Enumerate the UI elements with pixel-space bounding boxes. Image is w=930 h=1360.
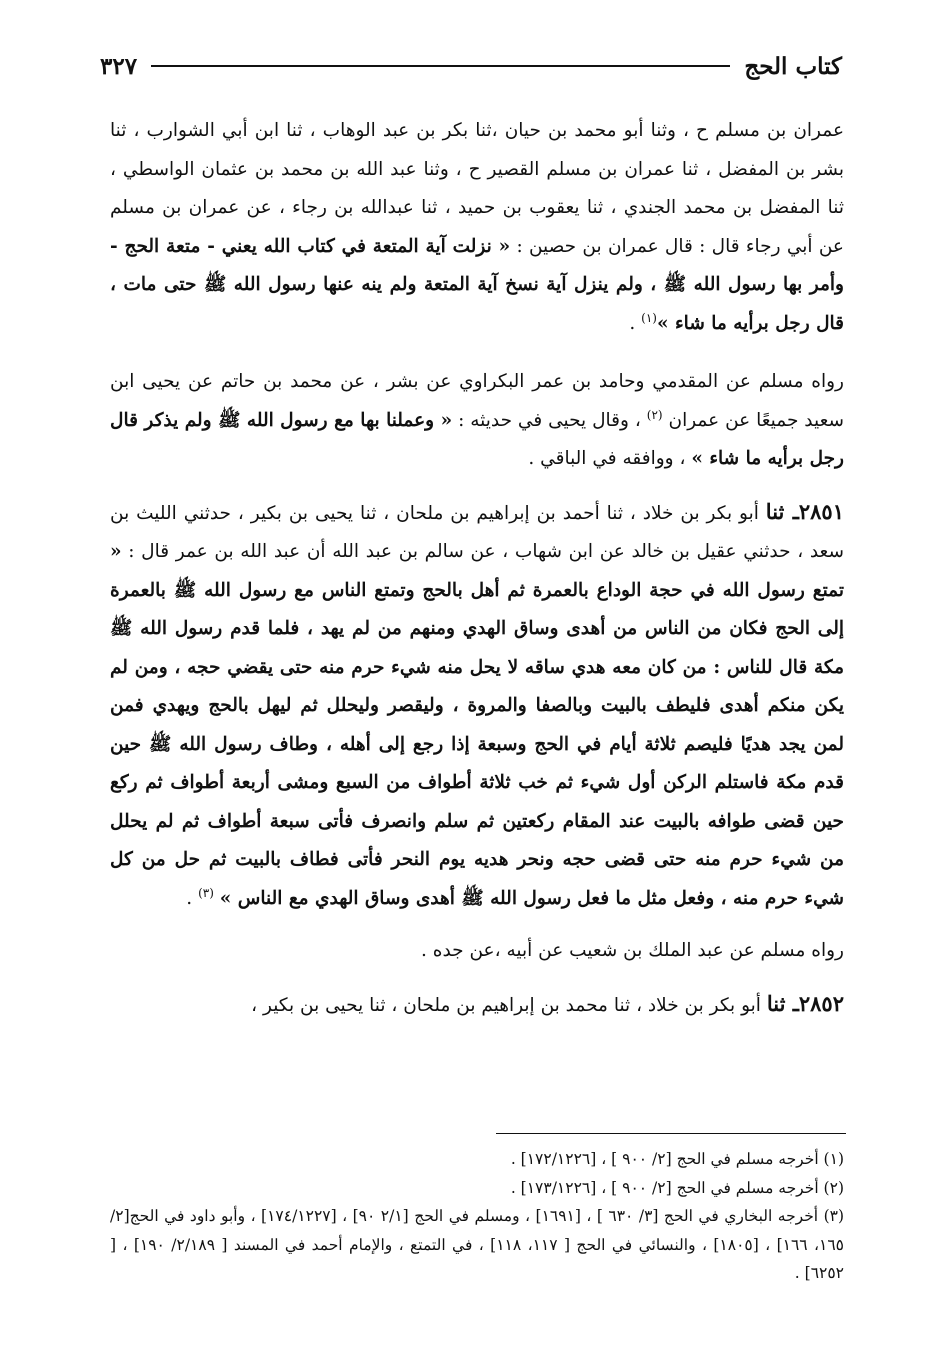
riwaya-text-b: ، وقال يحيى في حديثه : <box>458 409 641 431</box>
footnotes <box>110 1145 844 1288</box>
hadith-number: ٢٨٥٢ـ ثنا <box>766 990 844 1016</box>
footnote-ref: (١) <box>641 310 657 325</box>
page-number: ٣٢٧ <box>100 52 138 80</box>
spacer <box>110 343 844 363</box>
footnote-1: (١) أخرجه مسلم في الحج [٢/ ٩٠٠ ] ، [١٧٢/١٢٢٦] . <box>510 1150 844 1168</box>
paragraph-isnad <box>110 112 844 343</box>
page-header <box>100 48 842 84</box>
hadith-2851 <box>110 493 844 919</box>
sentence-end: . <box>186 887 193 909</box>
hadith-2852 <box>110 985 844 1026</box>
paragraph-riwaya <box>110 363 844 479</box>
footnote-3: (٣) أخرجه البخاري في الحج [٣/ ٦٣٠ ] ، [١٦٩١] ، ومسلم في الحج [٢/١ ٩٠] ، [١٧٤/١٢٢٧] ، وأبو داود في الحج[٢/ ١٦٥، ١٦٦] ، [١٨٠٥] ، والنسائي في الحج [ ١١٧، ١١٨] ، في التمتع ، والإمام أحمد في المسند [ ٢/١٨٩/ ١٩٠] ، [ ٦٢٥٢] . <box>110 1207 845 1282</box>
hadith-number: ٢٨٥١ـ ثنا <box>765 498 844 524</box>
footnote-divider <box>496 1133 846 1134</box>
header-rule <box>151 65 730 67</box>
main-text <box>110 112 844 1025</box>
hadith-quote: « تمتع رسول الله في حجة الوداع بالعمرة ثم أهل بالحج وتمتع الناس مع رسول الله ﷺ بالعمرة إلى الحج فكان من الناس من أهدى وساق الهدي ومنهم من لم يهد ، فلما قدم رسول الله ﷺ مكة قال للناس : من كان معه هدي ساقه لا يحل منه شيء حرم منه حتى يقضي حجه ، ومن لم يكن منكم أهدى فليطف بالبيت وبالصفا والمروة ، وليقصر وليحلل ثم ليهل بالحج ويهدي فمن لمن يجد هديًا فليصم ثلاثة أيام في الحج وسبعة إذا رجع إلى أهله ، وطاف رسول الله ﷺ حين قدم مكة فاستلم الركن أول شيء ثم خب ثلاثة أطواف من السبع ومشى أربعة أطواف ثم ركع حين قضى طوافه بالبيت عند المقام ركعتين ثم سلم وانصرف فأتى سبعة أطواف ثم لم يحلل من شيء حرم منه حتى قضى حجه ونحر هديه يوم النحر فأتى فطاف بالبيت ثم حل من كل شيء حرم منه ، وفعل مثل ما فعل رسول الله ﷺ أهدى وساق الهدي مع الناس » <box>110 541 844 909</box>
riwaya-text: رواه مسلم عن المقدمي وحامد بن عمر البكراوي عن بشر ، عن محمد بن حاتم عن يحيى ابن سعيد جميعًا عن عمران <box>110 371 845 431</box>
footnote-ref: (٢) <box>646 407 663 422</box>
spacer <box>110 918 844 932</box>
paragraph-riwaya-2 <box>110 932 844 971</box>
footnote-2: (٢) أخرجه مسلم في الحج [٢/ ٩٠٠ ] ، [١٧٣/١٢٢٦] . <box>510 1178 844 1197</box>
spacer <box>110 479 844 493</box>
book-title: كتاب الحج <box>744 52 842 80</box>
isnad-text: أبو بكر بن خلاد ، ثنا محمد بن إبراهيم بن ملحان ، ثنا يحيى بن بكير ، <box>251 994 761 1016</box>
isnad-text: أبو بكر بن خلاد ، ثنا أحمد بن إبراهيم بن ملحان ، ثنا يحيى بن بكير ، حدثني الليث بن سعد ، حدثني عقيل بن خالد عن ابن شهاب ، عن سالم بن عبد الله أن عبد الله بن عمر قال : <box>110 502 844 562</box>
hadith-quote: « وعملنا بها مع رسول الله ﷺ ولم يذكر قال رجل برأيه ما شاء » <box>110 409 844 469</box>
hadith-quote: « نزلت آية المتعة في كتاب الله يعني - متعة الحج - وأمر بها رسول الله ﷺ ، ولم ينزل آية نسخ آية المتعة ولم ينه عنها رسول الله ﷺ حتى مات ، قال رجل برأيه ما شاء » <box>110 235 844 334</box>
sentence-end: . <box>629 312 636 334</box>
spacer <box>110 971 844 985</box>
isnad-text: عمران بن مسلم ح ، وثنا أبو محمد بن حيان ،ثنا بكر بن عبد الوهاب ، ثنا ابن أبي الشوارب ، ثنا بشر بن المفضل ، ثنا عمران بن مسلم القصير ح ، وثنا عبد الله بن محمد بن عثمان الواسطي ، ثنا المفضل بن محمد الجندي ، ثنا يعقوب بن حميد ، ثنا عبدالله بن رجاء ، عن عمران بن مسلم عن أبي رجاء قال : قال عمران بن حصين : <box>110 120 844 257</box>
riwaya-end: ، ووافقه في الباقي . <box>528 448 686 469</box>
riwaya-text: رواه مسلم عن عبد الملك بن شعيب عن أبيه ،عن جده . <box>420 940 844 961</box>
footnote-ref: (٣) <box>198 885 214 900</box>
